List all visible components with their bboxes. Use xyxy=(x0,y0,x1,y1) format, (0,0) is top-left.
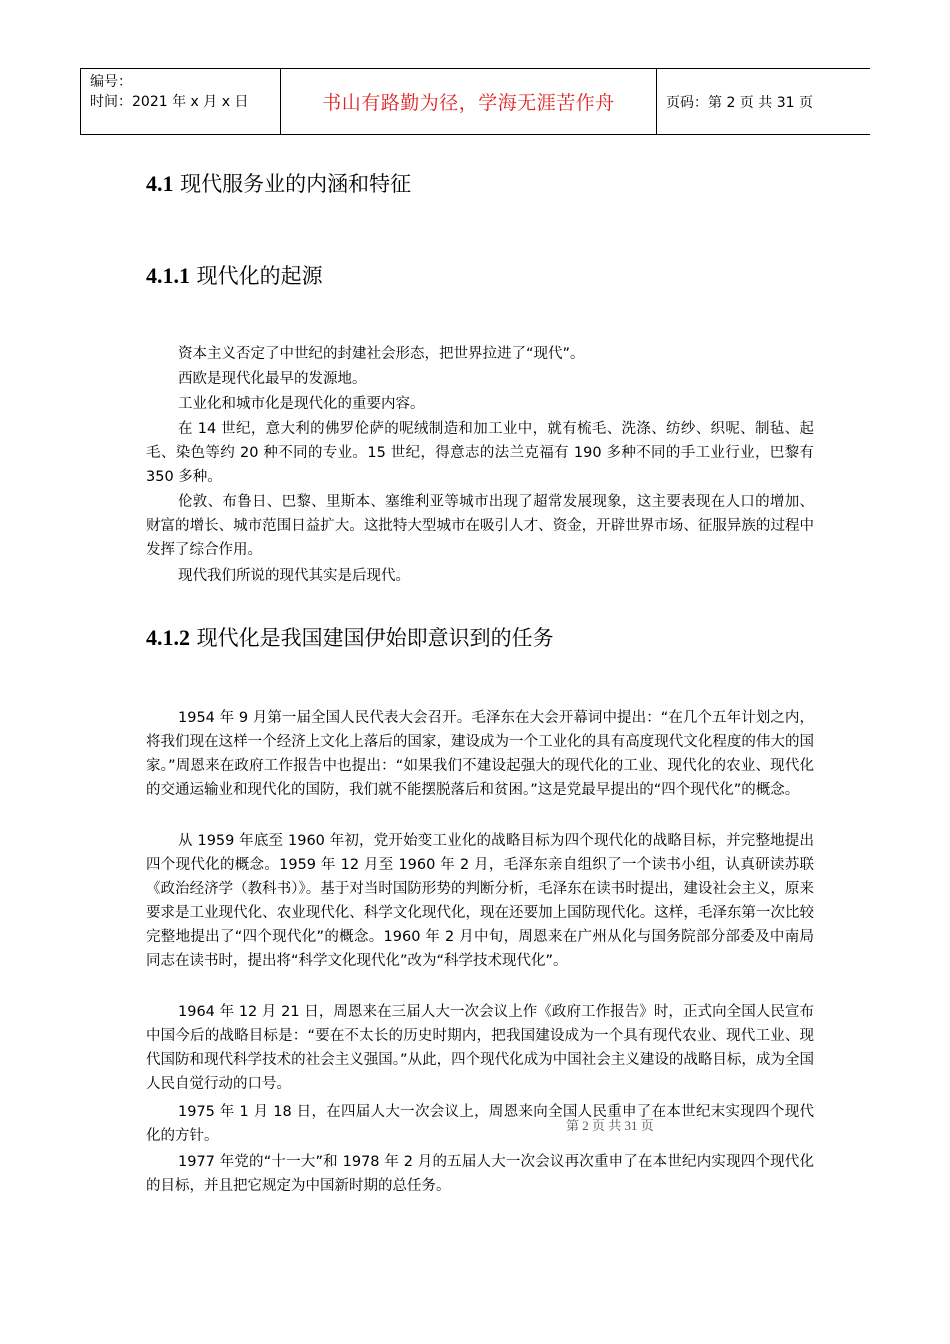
header-page-number: 页码：第 2 页 共 31 页 xyxy=(666,94,813,111)
paragraph: 从 1959 年底至 1960 年初，党开始变工业化的战略目标为四个现代化的战略目标，并完整地提出四个现代化的概念。1959 年 12 月至 1960 年 2 月，毛泽东亲自组织了一个读书小组，认真研读苏联《政治经济学（教科书）》。基于对当时国防形势的判断分析，毛泽东在读书时提出，建设社会主义，原来要求是工业现代化、农业现代化、科学文化现代化，现在还要加上国防现代化。这样，毛泽东第一次比较完整地提出了“四个现代化”的概念。1960 年 2 月中旬，周恩来在广州从化与国务院部分部委及中南局同志在读书时，提出将“科学文化现代化”改为“科学技术现代化”。 xyxy=(146,833,814,969)
paragraph: 工业化和城市化是现代化的重要内容。 xyxy=(178,396,425,412)
heading-4-1-2 xyxy=(146,622,554,652)
paragraph: 现代我们所说的现代其实是后现代。 xyxy=(178,568,410,584)
paragraph: 在 14 世纪，意大利的佛罗伦萨的呢绒制造和加工业中，就有梳毛、洗涤、纺纱、织呢、制毡、起毛、染色等约 20 种不同的专业。15 世纪，得意志的法兰克福有 190 多种不同的手工业行业，巴黎有 350 多种。 xyxy=(146,421,814,485)
paragraph: 西欧是现代化最早的发源地。 xyxy=(178,371,367,387)
header-motto: 书山有路勤为径，学海无涯苦作舟 xyxy=(281,69,657,134)
paragraph: 1954 年 9 月第一届全国人民代表大会召开。毛泽东在大会开幕词中提出：“在几个五年计划之内，将我们现在这样一个经济上文化上落后的国家，建设成为一个工业化的具有高度现代文化程度的伟大的国家。”周恩来在政府工作报告中也提出：“如果我们不建设起强大的现代化的工业、现代化的农业、现代化的交通运输业和现代化的国防，我们就不能摆脱落后和贫困。”这是党最早提出的“四个现代化”的概念。 xyxy=(146,710,814,798)
page-footer: 第 2 页 共 31 页 xyxy=(566,1118,654,1133)
header-info-cell xyxy=(81,69,281,134)
heading-text: 现代化是我国建国伊始即意识到的任务 xyxy=(190,626,554,650)
paragraph: 1977 年党的“十一大”和 1978 年 2 月的五届人大一次会议再次重申了在本世纪内实现四个现代化的目标，并且把它规定为中国新时期的总任务。 xyxy=(146,1154,814,1194)
heading-number: 4.1 xyxy=(146,171,174,196)
paragraph: 1975 年 1 月 18 日，在四届人大一次会议上，周恩来向全国人民重申了在本世纪末实现四个现代化的方针。 xyxy=(146,1104,814,1144)
paragraph: 伦敦、布鲁日、巴黎、里斯本、塞维利亚等城市出现了超常发展现象，这主要表现在人口的增加、财富的增长、城市范围日益扩大。这批特大型城市在吸引人才、资金，开辟世界市场、征服异族的过程中发挥了综合作用。 xyxy=(146,494,814,558)
heading-4-1-1 xyxy=(146,260,323,290)
document-time-label: 时间：2021 年 x 月 x 日 xyxy=(90,94,249,110)
paragraph: 资本主义否定了中世纪的封建社会形态，把世界拉进了“现代”。 xyxy=(178,346,585,362)
paragraph: 1964 年 12 月 21 日，周恩来在三届人大一次会议上作《政府工作报告》时，正式向全国人民宣布中国今后的战略目标是：“要在不太长的历史时期内，把我国建设成为一个具有现代农业、现代工业、现代国防和现代科学技术的社会主义强国。”从此，四个现代化成为中国社会主义建设的战略目标，成为全国人民自觉行动的口号。 xyxy=(146,1004,814,1092)
heading-text: 现代服务业的内涵和特征 xyxy=(173,172,412,196)
heading-number: 4.1.2 xyxy=(146,625,190,650)
heading-text: 现代化的起源 xyxy=(190,264,323,288)
header-table xyxy=(80,68,870,135)
heading-number: 4.1.1 xyxy=(146,263,190,288)
heading-4-1 xyxy=(146,168,411,198)
document-code-label: 编号： xyxy=(90,74,132,90)
